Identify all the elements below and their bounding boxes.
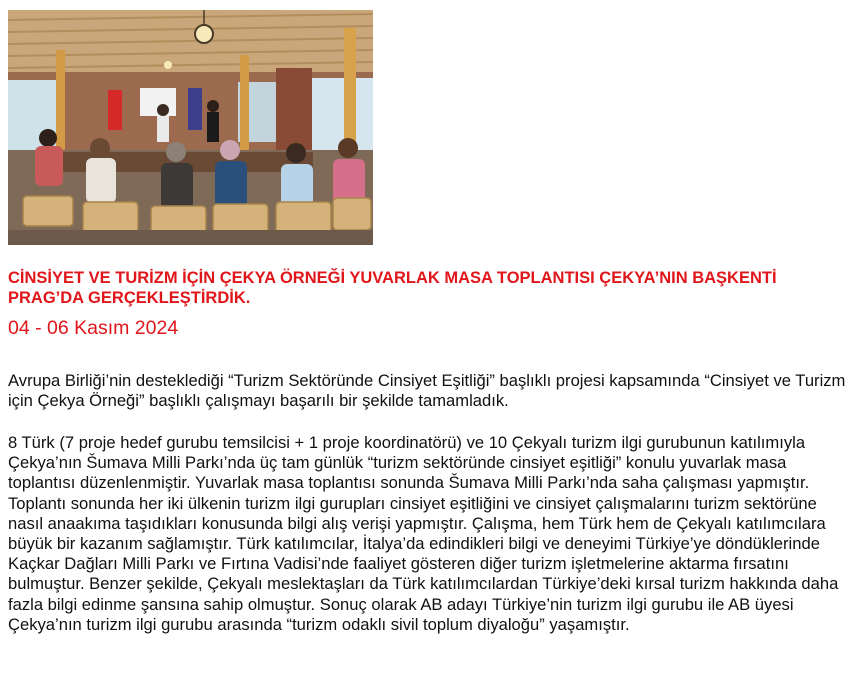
article-paragraph-body: 8 Türk (7 proje hedef gurubu temsilcisi + 1 proje koordinatörü) ve 10 Çekyalı turizm ilgi gurubunun katılımıyla Çekya’nın Šumava Milli Parkı’nda üç tam günlük “turizm sektöründe cinsiyet eşitliği” konulu yuvarlak masa toplantısı düzenlenmiştir. Yuvarlak masa toplantısı sonunda Šumava Milli Parkı’nda saha çalışması yapmıştır. Toplantı sonunda her iki ülkenin turizm ilgi gurupları cinsiyet eşitliğini ve cinsiyet çalışmalarını turizm sektörüne nasıl anaakıma taşıdıkları konusunda bilgi alış verişi yapmıştır. Çalışma, hem Türk hem de Çekyalı katılımcılara büyük bir kazanım sağlamıştır. Türk katılımcılar, İtalya’da edindikleri bilgi ve deneyimi Türkiye’ye döndüklerinde Kaçkar Dağları Milli Parkı ve Fırtına Vadisi’nde faaliyet gösteren diğer turizm işletmelerine aktarma fırsatını bulmuştur. Benzer şekilde, Çekyalı meslektaşları da Türk katılımcılardan Türkiye’deki kırsal turizm hakkında daha fazla bilgi edinme şansına sahip olmuştur. Sonuç olarak AB adayı Türkiye’nin turizm ilgi gurubu ile AB üyesi Çekya’nın turizm ilgi gurubu arasında “turizm odaklı sivil toplum diyaloğu” yaşamıştır. (8, 433, 839, 634)
article-headline: CİNSİYET VE TURİZM İÇİN ÇEKYA ÖRNEĞİ YUVARLAK MASA TOPLANTISI ÇEKYA’NIN BAŞKENTİ PRAG’DA GERÇEKLEŞTİRDİK. (8, 269, 777, 307)
meeting-photo-illustration (8, 10, 373, 245)
article-date: 04 - 06 Kasım 2024 (8, 317, 179, 339)
article-paragraph-intro: Avrupa Birliği’nin desteklediği “Turizm Sektöründe Cinsiyet Eşitliği” başlıklı projesi kapsamında “Cinsiyet ve Turizm için Çekya Örneği” başlıklı çalışmayı başarılı bir şekilde tamamladık. (8, 371, 846, 411)
meeting-photo (8, 10, 373, 245)
